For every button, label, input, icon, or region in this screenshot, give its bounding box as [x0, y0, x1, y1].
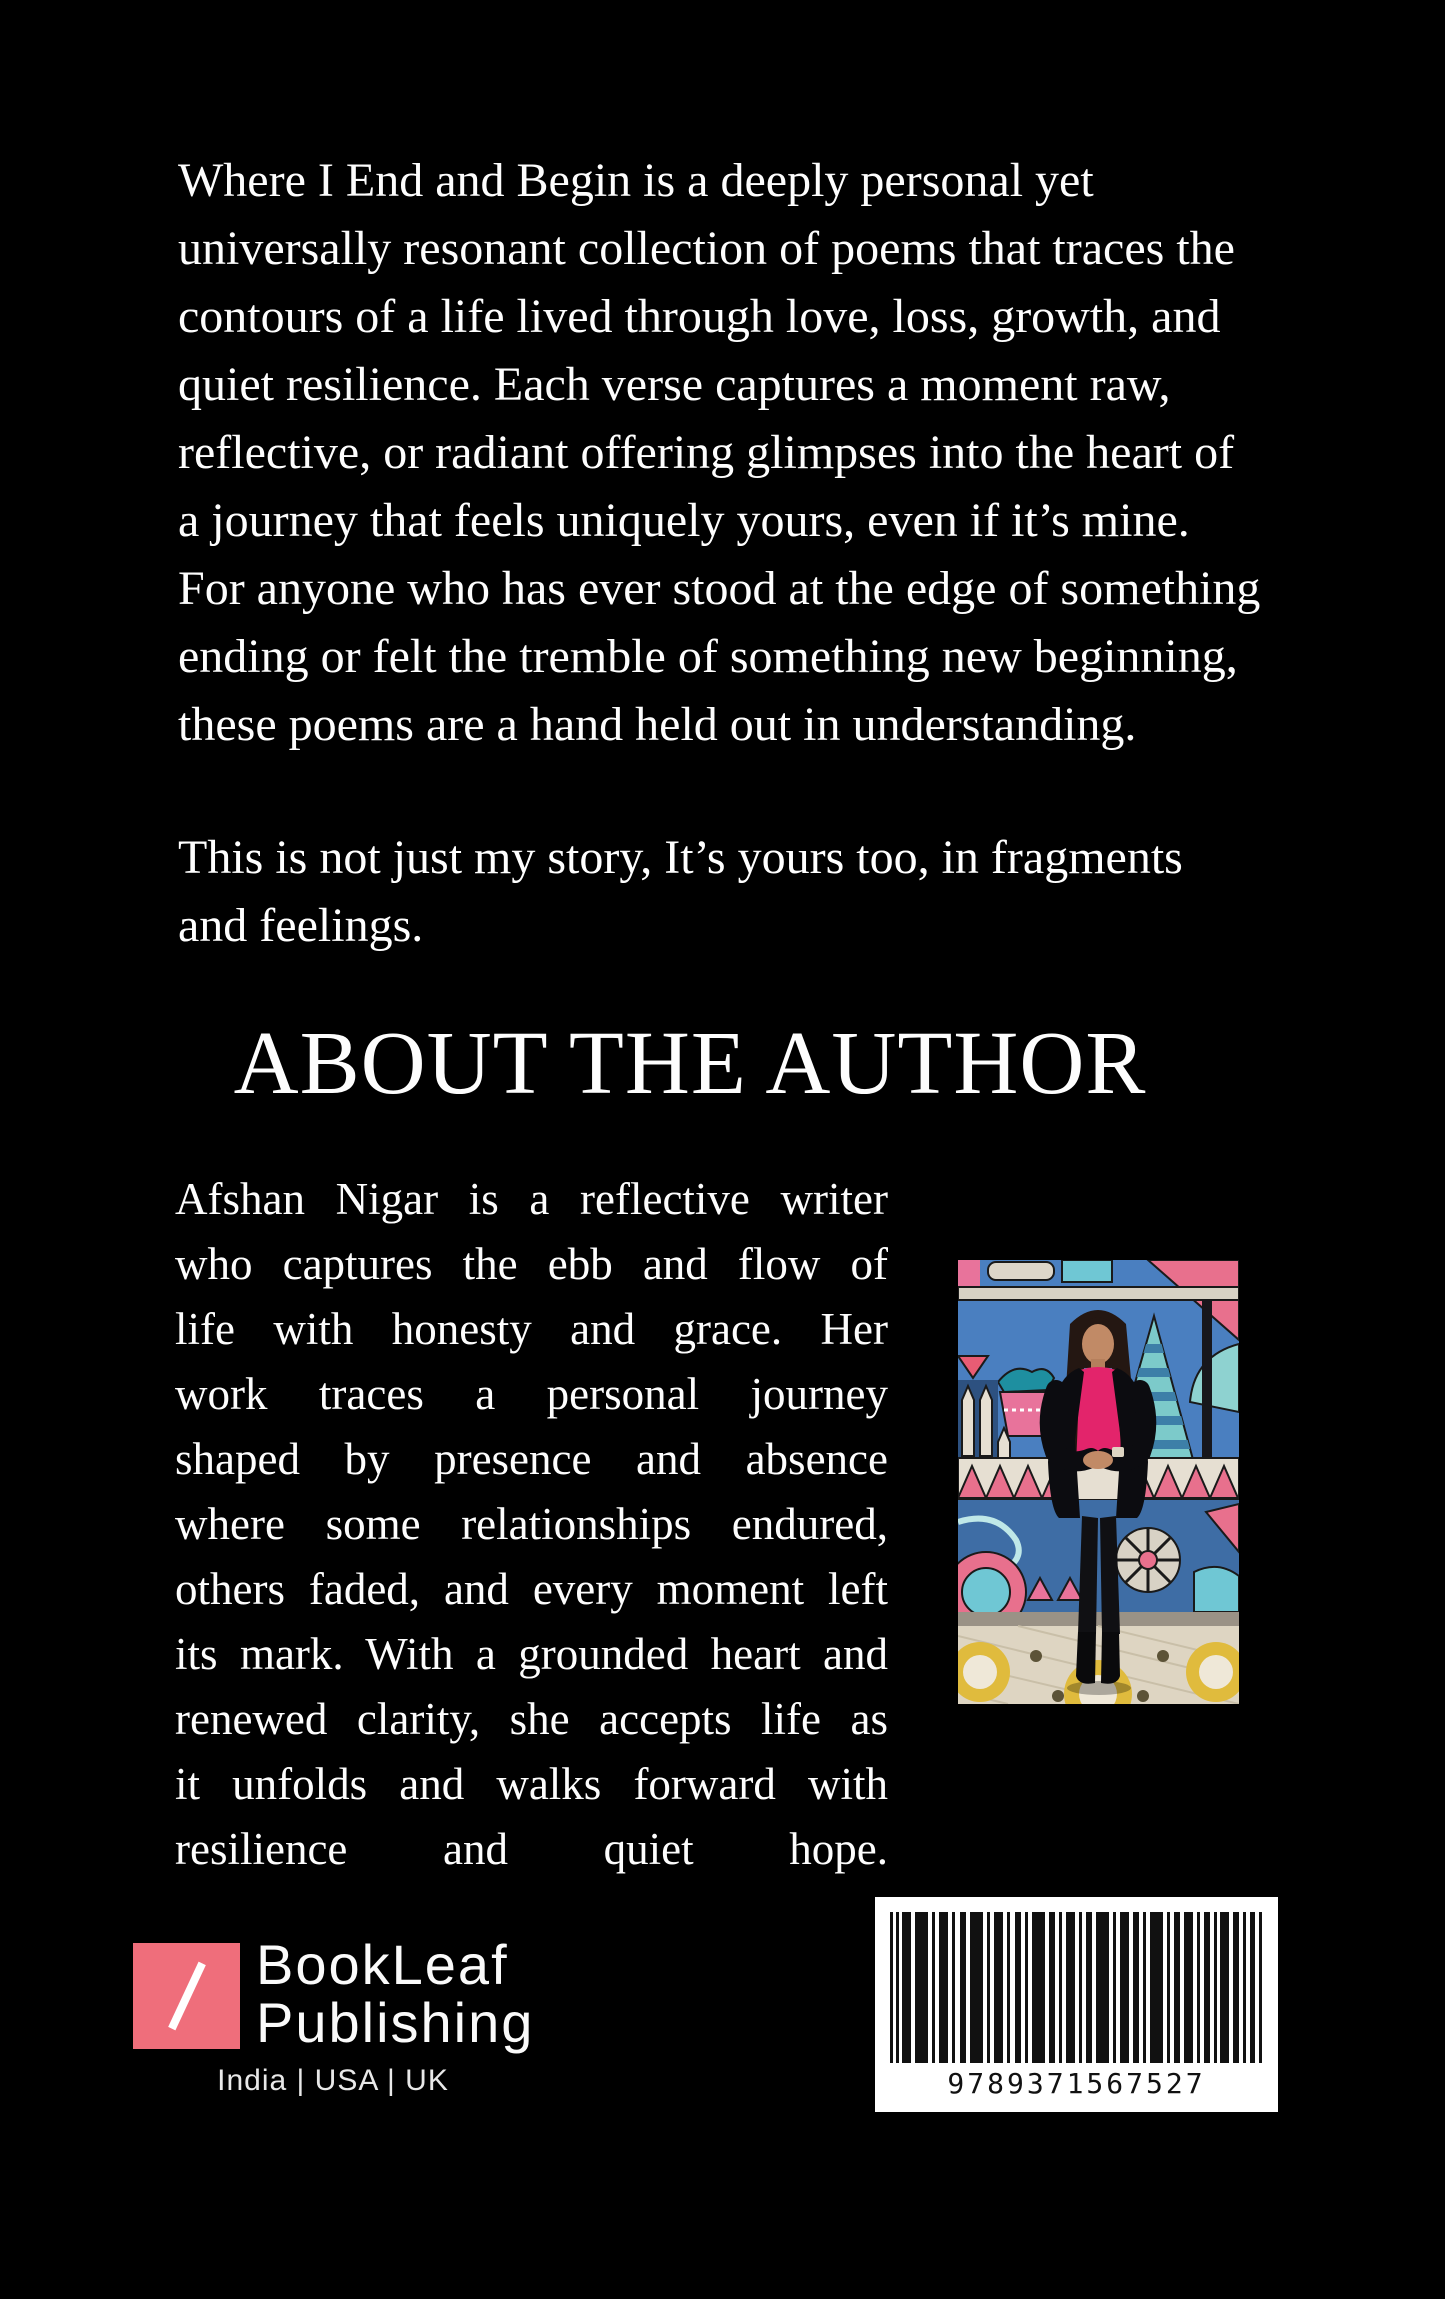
text-line: quiet resilience. Each verse captures a moment raw,	[178, 358, 1171, 411]
about-the-author-heading: ABOUT THE AUTHOR	[233, 1014, 1147, 1113]
author-photo-graphic	[958, 1260, 1239, 1704]
text-line: who captures the ebb and flow of	[175, 1239, 888, 1289]
text-line: these poems are a hand held out in understanding.	[178, 698, 1137, 751]
book-blurb	[178, 147, 1318, 759]
logo-slash-icon	[168, 1962, 206, 2031]
text-line: universally resonant collection of poems that traces the	[178, 222, 1235, 275]
text-line: ending or felt the tremble of something new beginning,	[178, 630, 1238, 683]
text-line: and feelings.	[178, 899, 424, 952]
text-line: life with honesty and grace. Her	[175, 1304, 888, 1354]
text-line: contours of a life lived through love, loss, growth, and	[178, 290, 1221, 343]
text-line: This is not just my story, It’s yours too, in fragments	[178, 831, 1183, 884]
text-line: others faded, and every moment left	[175, 1564, 888, 1614]
text-line: For anyone who has ever stood at the edge of something	[178, 562, 1261, 615]
publisher-name-line2: Publishing	[256, 1991, 535, 2054]
publisher-regions: India | USA | UK	[217, 2064, 449, 2097]
publisher-name	[256, 1933, 535, 2054]
text-line: where some relationships endured,	[175, 1499, 888, 1549]
barcode-number: 9789371567527	[947, 2067, 1206, 2100]
text-line: a journey that feels uniquely yours, even if it’s mine.	[178, 494, 1190, 547]
author-bio	[175, 1167, 888, 1882]
text-line: it unfolds and walks forward with	[175, 1759, 888, 1809]
text-line: reflective, or radiant offering glimpses into the heart of	[178, 426, 1235, 479]
barcode-bars	[890, 1912, 1262, 2063]
text-line: work traces a personal journey	[175, 1369, 888, 1419]
author-photo	[958, 1260, 1239, 1704]
text-line: its mark. With a grounded heart and	[175, 1629, 888, 1679]
bookleaf-logo-icon	[133, 1943, 240, 2049]
barcode	[875, 1897, 1278, 2112]
text-line: shaped by presence and absence	[175, 1434, 888, 1484]
text-line: Where I End and Begin is a deeply personal yet	[178, 154, 1094, 207]
closing-note	[178, 824, 1318, 960]
text-line: Afshan Nigar is a reflective writer	[175, 1174, 888, 1224]
text-line: renewed clarity, she accepts life as	[175, 1694, 888, 1744]
text-line: resilience and quiet hope.	[175, 1824, 888, 1874]
publisher-name-line1: BookLeaf	[256, 1933, 509, 1996]
